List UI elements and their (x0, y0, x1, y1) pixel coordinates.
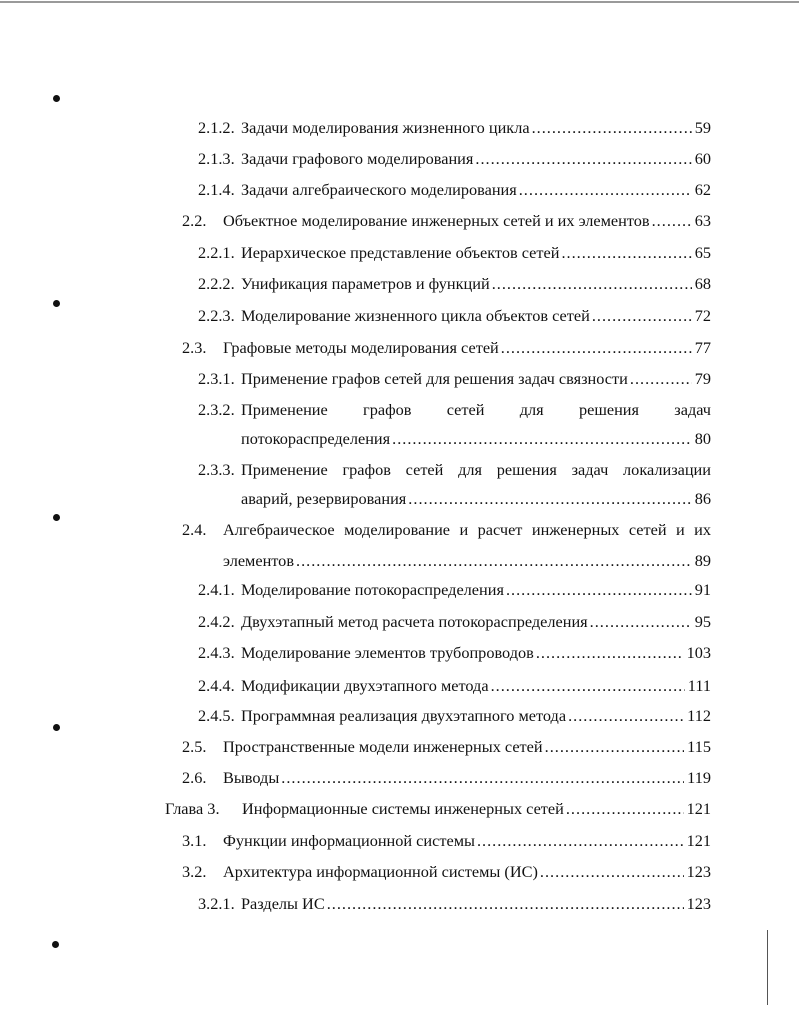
toc-entry-page: 77 (694, 338, 711, 357)
toc-entry-title: Информационные системы инженерных сетей (242, 799, 564, 818)
toc-entry-title: Применение графов сетей для решения задач связности (241, 369, 628, 388)
toc-entry-title: Разделы ИС (241, 894, 325, 913)
toc-entry-number: 2.4. (182, 520, 207, 539)
toc-entry-title: Модификации двухэтапного метода (241, 676, 489, 695)
toc-entry[interactable] (198, 117, 711, 139)
dot-leader (568, 705, 684, 727)
toc-entry[interactable] (182, 861, 711, 883)
dot-leader (327, 893, 684, 915)
toc-entry-number: 2.3.2. (198, 400, 235, 419)
toc-entry-continuation[interactable] (241, 428, 711, 450)
toc-entry-title: потокораспределения (241, 429, 391, 448)
toc-entry-title: Пространственные модели инженерных сетей (223, 737, 543, 756)
toc-entry-number: 3.2.1. (198, 894, 235, 913)
toc-entry[interactable] (198, 305, 711, 327)
toc-entry-page: 80 (694, 429, 711, 448)
scan-top-edge (0, 1, 799, 3)
dot-leader (281, 767, 684, 789)
dot-leader (491, 675, 685, 697)
toc-entry-page: 63 (694, 211, 711, 230)
toc-entry-number: 3.1. (182, 831, 207, 850)
toc-entry-title: Выводы (223, 768, 280, 787)
scan-hole-mark (53, 514, 60, 521)
toc-entry-page: 59 (694, 118, 711, 137)
toc-entry[interactable] (182, 337, 711, 359)
toc-entry-page: 119 (687, 768, 711, 787)
toc-entry[interactable] (198, 642, 711, 664)
toc-entry-number: 2.4.2. (198, 612, 235, 631)
toc-entry-page: 91 (694, 580, 711, 599)
scan-hole-mark (53, 95, 60, 102)
toc-entry-number: 2.6. (182, 768, 207, 787)
toc-entry-title: Применение графов сетей для решения задач (241, 400, 711, 419)
dot-leader (506, 579, 692, 601)
toc-entry-page: 123 (686, 862, 711, 881)
toc-entry-page: 62 (694, 180, 711, 199)
toc-entry-page: 79 (694, 369, 711, 388)
toc-entry-number: 3.2. (182, 862, 207, 881)
dot-leader (545, 736, 685, 758)
toc-entry-number: 2.4.1. (198, 580, 235, 599)
dot-leader (532, 117, 692, 139)
toc-entry-page: 115 (687, 737, 711, 756)
toc-entry[interactable] (182, 210, 711, 232)
dot-leader (475, 148, 691, 170)
toc-entry[interactable] (182, 736, 711, 758)
toc-entry-number: 2.2. (182, 211, 207, 230)
toc-entry[interactable] (182, 830, 711, 852)
toc-entry[interactable] (198, 705, 711, 727)
dot-leader (492, 273, 692, 295)
toc-entry-number: 2.2.2. (198, 274, 235, 293)
dot-leader (592, 305, 692, 327)
toc-entry-continuation[interactable] (223, 550, 711, 572)
toc-entry-title: аварий, резервирования (241, 489, 407, 508)
toc-entry-number: 2.4.3. (198, 643, 235, 662)
toc-entry[interactable] (198, 399, 711, 421)
toc-entry-title: Иерархическое представление объектов сетей (241, 243, 560, 262)
toc-entry-title: Функции информационной системы (223, 831, 475, 850)
toc-entry-title: Унификация параметров и функций (241, 274, 490, 293)
toc-entry-title: Моделирование потокораспределения (241, 580, 504, 599)
scan-hole-mark (53, 724, 60, 731)
toc-entry-number: 2.1.4. (198, 180, 235, 199)
toc-entry[interactable] (198, 611, 711, 633)
toc-entry-title: Задачи моделирования жизненного цикла (241, 118, 530, 137)
toc-entry[interactable] (182, 519, 711, 541)
toc-entry[interactable] (198, 893, 711, 915)
toc-entry-title: элементов (223, 551, 295, 570)
dot-leader (561, 242, 691, 264)
toc-entry-number: 2.3.3. (198, 460, 235, 479)
toc-entry[interactable] (198, 148, 711, 170)
toc-entry-number: 2.3.1. (198, 369, 235, 388)
toc-entry-number: 2.1.3. (198, 149, 235, 168)
scan-hole-mark (53, 300, 60, 307)
toc-entry-title: Архитектура информационной системы (ИС) (223, 862, 538, 881)
toc-entry-title: Алгебраическое моделирование и расчет инженерных сетей и их (223, 520, 711, 539)
dot-leader (477, 830, 684, 852)
dot-leader (296, 550, 692, 572)
toc-entry[interactable] (198, 242, 711, 264)
toc-entry-title: Двухэтапный метод расчета потокораспределения (241, 612, 588, 631)
toc-entry-page: 123 (686, 894, 711, 913)
toc-entry[interactable] (198, 579, 711, 601)
toc-entry-page: 65 (694, 243, 711, 262)
toc-entry-page: 95 (694, 612, 711, 631)
toc-entry[interactable] (198, 368, 711, 390)
toc-entry[interactable] (198, 273, 711, 295)
toc-entry-number: Глава 3. (165, 799, 220, 818)
toc-entry[interactable] (198, 459, 711, 481)
toc-entry-page: 121 (686, 831, 711, 850)
toc-entry-number: 2.2.3. (198, 306, 235, 325)
dot-leader (652, 210, 692, 232)
toc-entry-title: Моделирование элементов трубопроводов (241, 643, 534, 662)
toc-entry-page: 121 (686, 799, 711, 818)
toc-entry-number: 2.4.4. (198, 676, 235, 695)
scan-hole-mark (52, 941, 59, 948)
toc-entry[interactable] (198, 675, 711, 697)
toc-entry-title: Задачи алгебраического моделирования (241, 180, 517, 199)
scan-edge-line (767, 930, 768, 1005)
toc-entry-title: Программная реализация двухэтапного метода (241, 706, 567, 725)
toc-entry-number: 2.2.1. (198, 243, 235, 262)
toc-entry[interactable] (198, 179, 711, 201)
dot-leader (590, 611, 692, 633)
dot-leader (392, 428, 692, 450)
toc-entry-page: 68 (694, 274, 711, 293)
toc-entry-title: Применение графов сетей для решения задач локализации (241, 460, 711, 479)
toc-entry-page: 111 (687, 676, 711, 695)
dot-leader (501, 337, 692, 359)
toc-entry-number: 2.5. (182, 737, 207, 756)
toc-entry-number: 2.3. (182, 338, 207, 357)
dot-leader (540, 861, 684, 883)
dot-leader (408, 488, 691, 510)
toc-entry-page: 86 (694, 489, 711, 508)
dot-leader (566, 798, 684, 820)
toc-entry-title: Графовые методы моделирования сетей (223, 338, 499, 357)
dot-leader (536, 642, 684, 664)
toc-entry-page: 103 (686, 643, 711, 662)
toc-entry[interactable] (182, 767, 711, 789)
toc-entry-title: Объектное моделирование инженерных сетей и их элементов (223, 211, 650, 230)
toc-entry-page: 89 (694, 551, 711, 570)
toc-entry-number: 2.1.2. (198, 118, 235, 137)
toc-entry[interactable] (165, 798, 711, 820)
dot-leader (519, 179, 692, 201)
toc-entry-number: 2.4.5. (198, 706, 235, 725)
dot-leader (630, 368, 692, 390)
toc-entry-page: 72 (694, 306, 711, 325)
toc-entry-title: Моделирование жизненного цикла объектов сетей (241, 306, 590, 325)
toc-entry-page: 112 (687, 706, 711, 725)
toc-entry-title: Задачи графового моделирования (241, 149, 474, 168)
toc-entry-page: 60 (694, 149, 711, 168)
toc-entry-continuation[interactable] (241, 488, 711, 510)
